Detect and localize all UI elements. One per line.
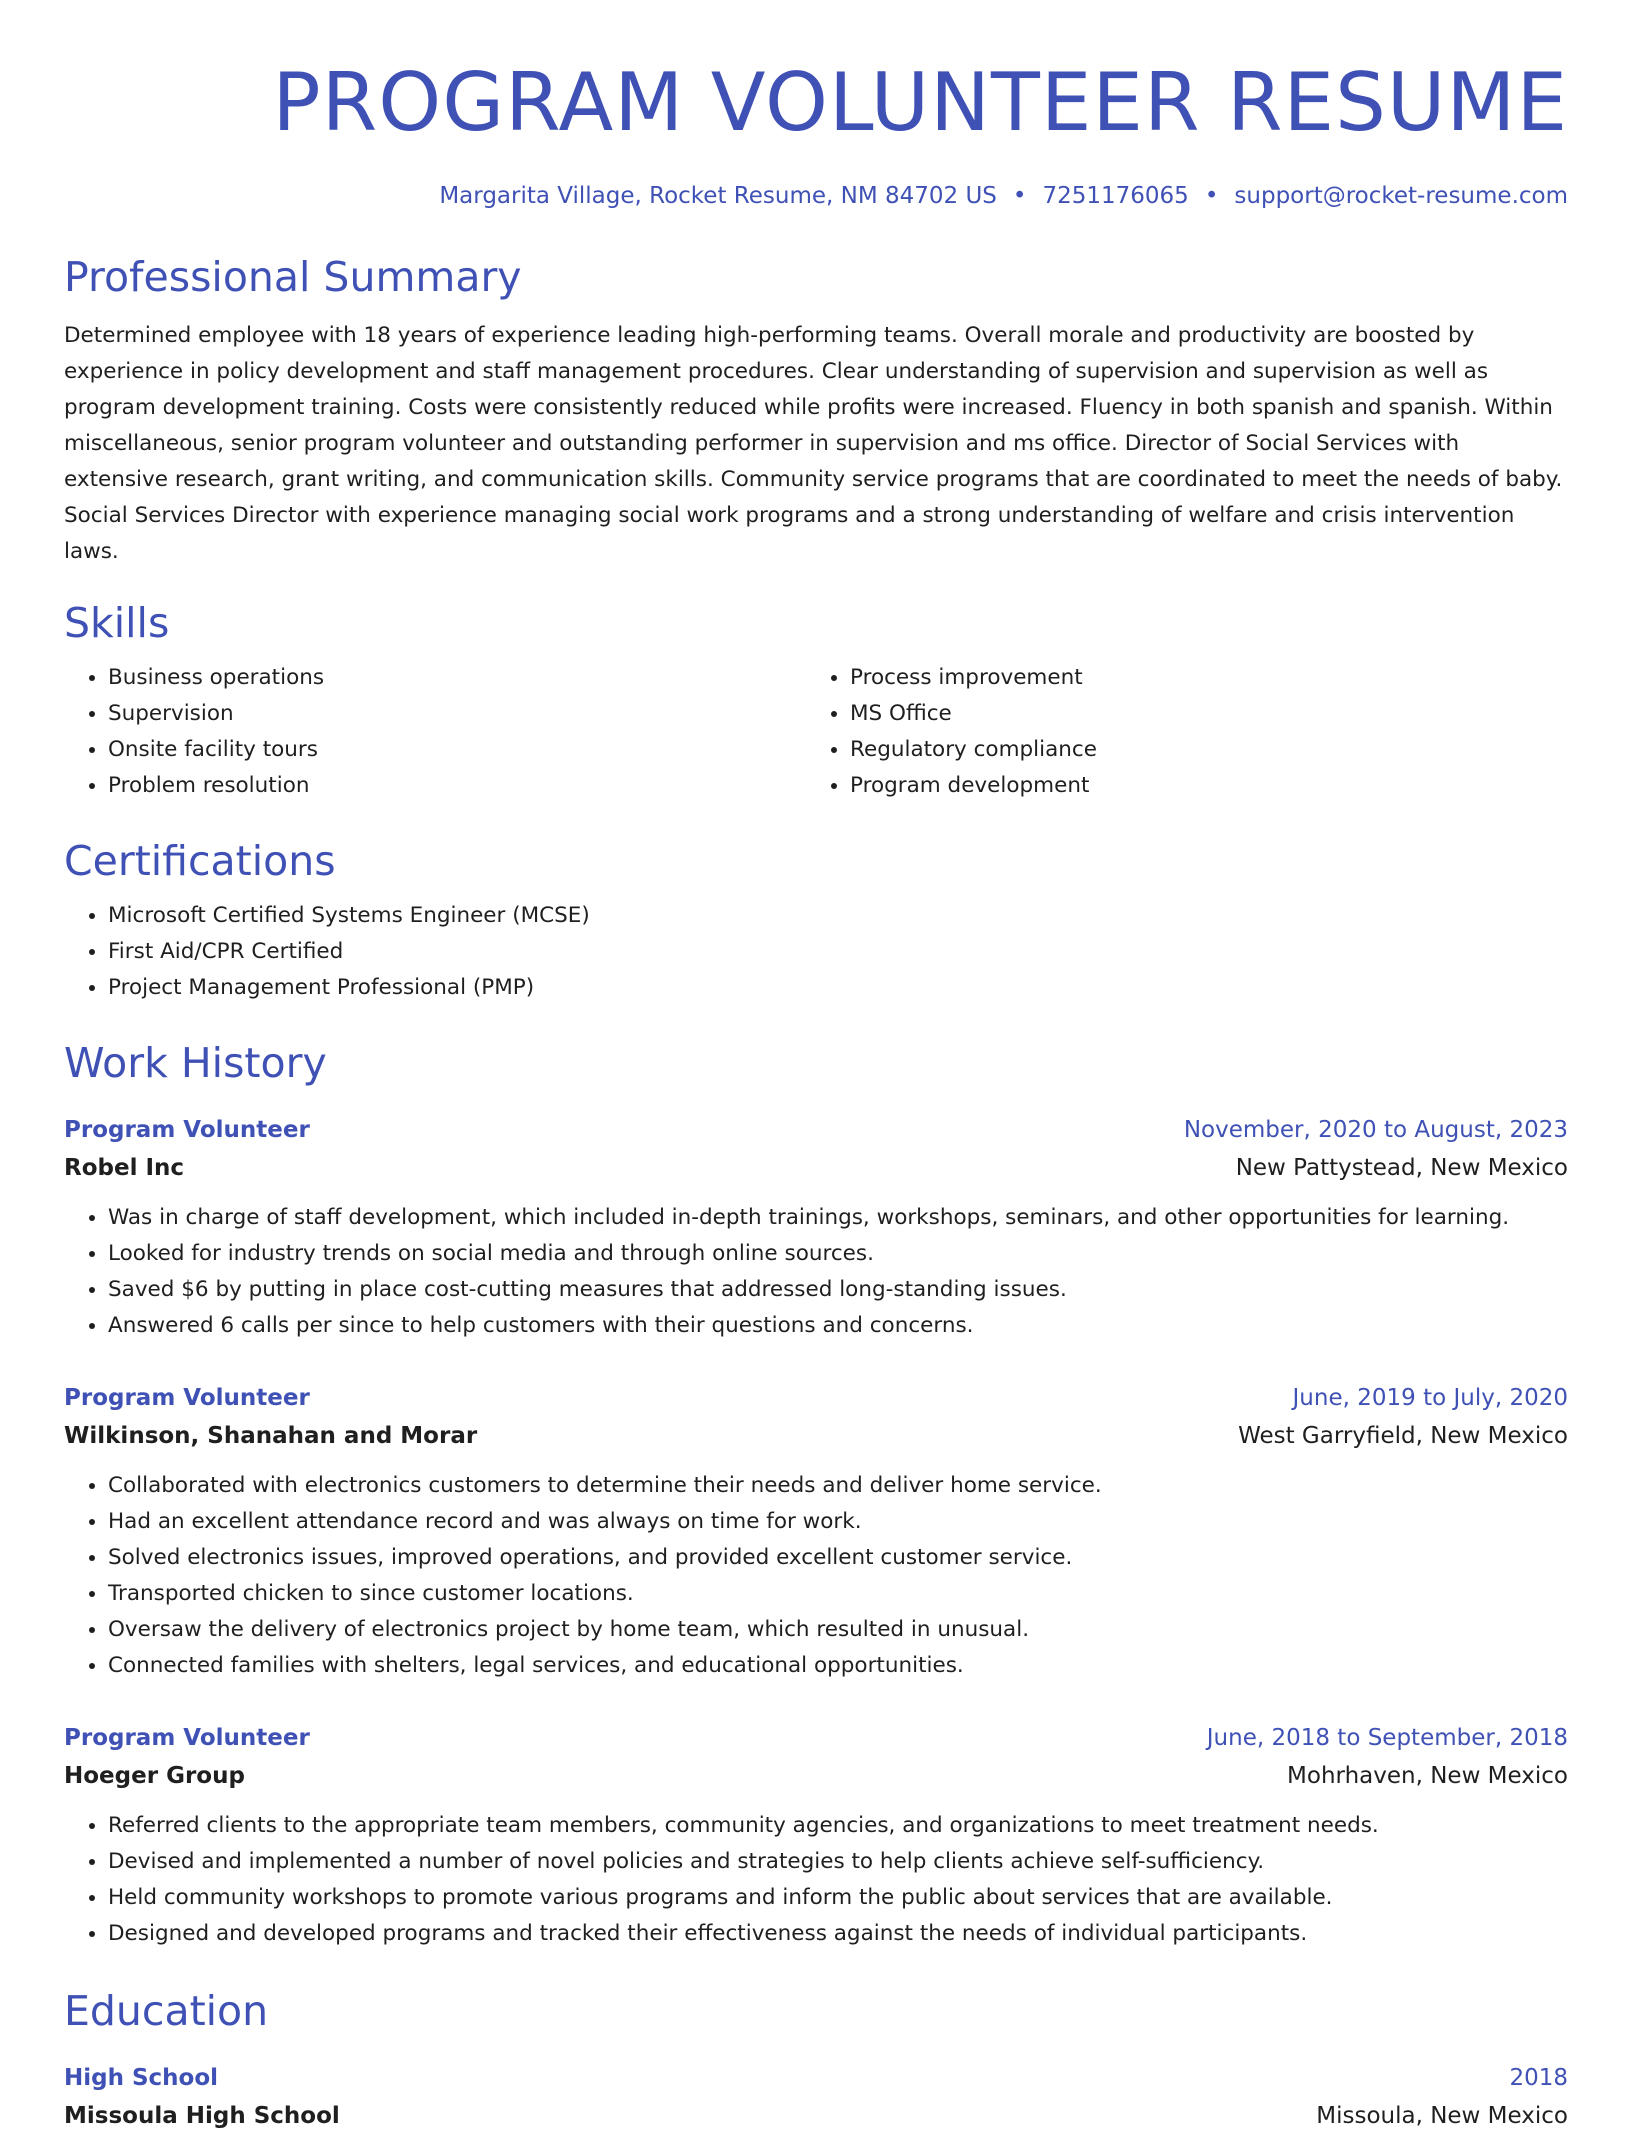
contact-address: Margarita Village, Rocket Resume, NM 84702 US [439, 183, 997, 209]
work-history-heading: Work History [64, 1039, 327, 1087]
contact-separator: • [1204, 183, 1219, 209]
job-title: Program Volunteer [64, 1725, 310, 1751]
skills-column-right [806, 660, 1548, 804]
job-entry [64, 1112, 1568, 1344]
job-location: New Pattystead, New Mexico [1235, 1155, 1568, 1181]
contact-email: support@rocket-resume.com [1234, 183, 1568, 209]
contact-line [64, 180, 1568, 212]
certifications-heading: Certifications [64, 837, 336, 885]
skills-heading: Skills [64, 599, 170, 647]
job-bullet: • Transported chicken to since customer locations. [108, 1576, 1568, 1612]
education-heading: Education [64, 1987, 269, 2035]
job-bullet: • Referred clients to the appropriate team members, community agencies, and organizations to meet treatment needs. [108, 1808, 1568, 1844]
job-bullets [64, 1808, 1568, 1952]
job-bullet: • Held community workshops to promote various programs and inform the public about services that are available. [108, 1880, 1568, 1916]
job-bullet: • Connected families with shelters, legal services, and educational opportunities. [108, 1648, 1568, 1684]
job-title-row [64, 1380, 1568, 1416]
education-year: 2018 [1509, 2065, 1568, 2091]
job-location: Mohrhaven, New Mexico [1287, 1763, 1568, 1789]
job-title: Program Volunteer [64, 1117, 310, 1143]
job-bullet: • Oversaw the delivery of electronics project by home team, which resulted in unusual. [108, 1612, 1568, 1648]
job-bullets [64, 1200, 1568, 1344]
job-dates: June, 2018 to September, 2018 [1206, 1725, 1568, 1751]
education-entry [64, 2060, 1568, 2136]
job-bullet: • Answered 6 calls per since to help customers with their questions and concerns. [108, 1308, 1568, 1344]
contact-separator: • [1012, 183, 1027, 209]
job-bullet: • Saved $6 by putting in place cost-cutting measures that addressed long-standing issues. [108, 1272, 1568, 1308]
skill-item: • Onsite facility tours [108, 732, 806, 768]
education-degree: High School [64, 2065, 219, 2091]
education-school-row [64, 2096, 1568, 2136]
job-bullet: • Collaborated with electronics customers to determine their needs and deliver home service. [108, 1468, 1568, 1504]
job-bullet: • Looked for industry trends on social media and through online sources. [108, 1236, 1568, 1272]
job-entry [64, 1720, 1568, 1952]
job-bullet: • Had an excellent attendance record and was always on time for work. [108, 1504, 1568, 1540]
job-bullets [64, 1468, 1568, 1684]
skill-item: • Program development [850, 768, 1548, 804]
job-dates: November, 2020 to August, 2023 [1183, 1117, 1568, 1143]
job-entry [64, 1380, 1568, 1684]
contact-phone: 7251176065 [1042, 183, 1189, 209]
job-bullet: • Was in charge of staff development, which included in-depth trainings, workshops, seminars, and other opportunities for learning. [108, 1200, 1568, 1236]
certification-item: • Microsoft Certified Systems Engineer (MCSE) [108, 898, 1568, 934]
skills-column-left [64, 660, 806, 804]
resume-title: PROGRAM VOLUNTEER RESUME [272, 56, 1568, 149]
education-school: Missoula High School [64, 2103, 340, 2129]
job-title: Program Volunteer [64, 1385, 310, 1411]
job-bullet: • Devised and implemented a number of novel policies and strategies to help clients achieve self-sufficiency. [108, 1844, 1568, 1880]
summary-heading: Professional Summary [64, 253, 522, 301]
job-company-row [64, 1416, 1568, 1456]
skill-item: • Regulatory compliance [850, 732, 1548, 768]
job-bullet: • Designed and developed programs and tracked their effectiveness against the needs of individual participants. [108, 1916, 1568, 1952]
job-company-row [64, 1756, 1568, 1796]
certification-item: • Project Management Professional (PMP) [108, 970, 1568, 1006]
education-location: Missoula, New Mexico [1316, 2103, 1568, 2129]
job-location: West Garryfield, New Mexico [1238, 1423, 1568, 1449]
skill-item: • Problem resolution [108, 768, 806, 804]
education-degree-row [64, 2060, 1568, 2096]
skill-item: • MS Office [850, 696, 1548, 732]
skill-item: • Process improvement [850, 660, 1548, 696]
job-title-row [64, 1720, 1568, 1756]
job-company: Hoeger Group [64, 1763, 245, 1789]
job-company: Wilkinson, Shanahan and Morar [64, 1423, 478, 1449]
job-title-row [64, 1112, 1568, 1148]
skills-grid [64, 660, 1568, 804]
certifications-list [64, 898, 1568, 1006]
summary-text: Determined employee with 18 years of experience leading high-performing teams. Overall morale and productivity are boosted by experience in policy development and staff management procedures. Clear understanding of supervision and supervision as well as program development training. Costs were consistently reduced while profits were increased. Fluency in both spanish and spanish. Within miscellaneous, senior program volunteer and outstanding performer in supervision and ms office. Director of Social Services with extensive research, grant writing, and communication skills. Community service programs that are coordinated to meet the needs of baby. Social Services Director with experience managing social work programs and a strong understanding of welfare and crisis intervention laws. [64, 323, 1563, 564]
skill-item: • Business operations [108, 660, 806, 696]
job-company-row [64, 1148, 1568, 1188]
skill-item: • Supervision [108, 696, 806, 732]
job-bullet: • Solved electronics issues, improved operations, and provided excellent customer service. [108, 1540, 1568, 1576]
job-company: Robel Inc [64, 1155, 185, 1181]
job-dates: June, 2019 to July, 2020 [1292, 1385, 1568, 1411]
certification-item: • First Aid/CPR Certified [108, 934, 1568, 970]
